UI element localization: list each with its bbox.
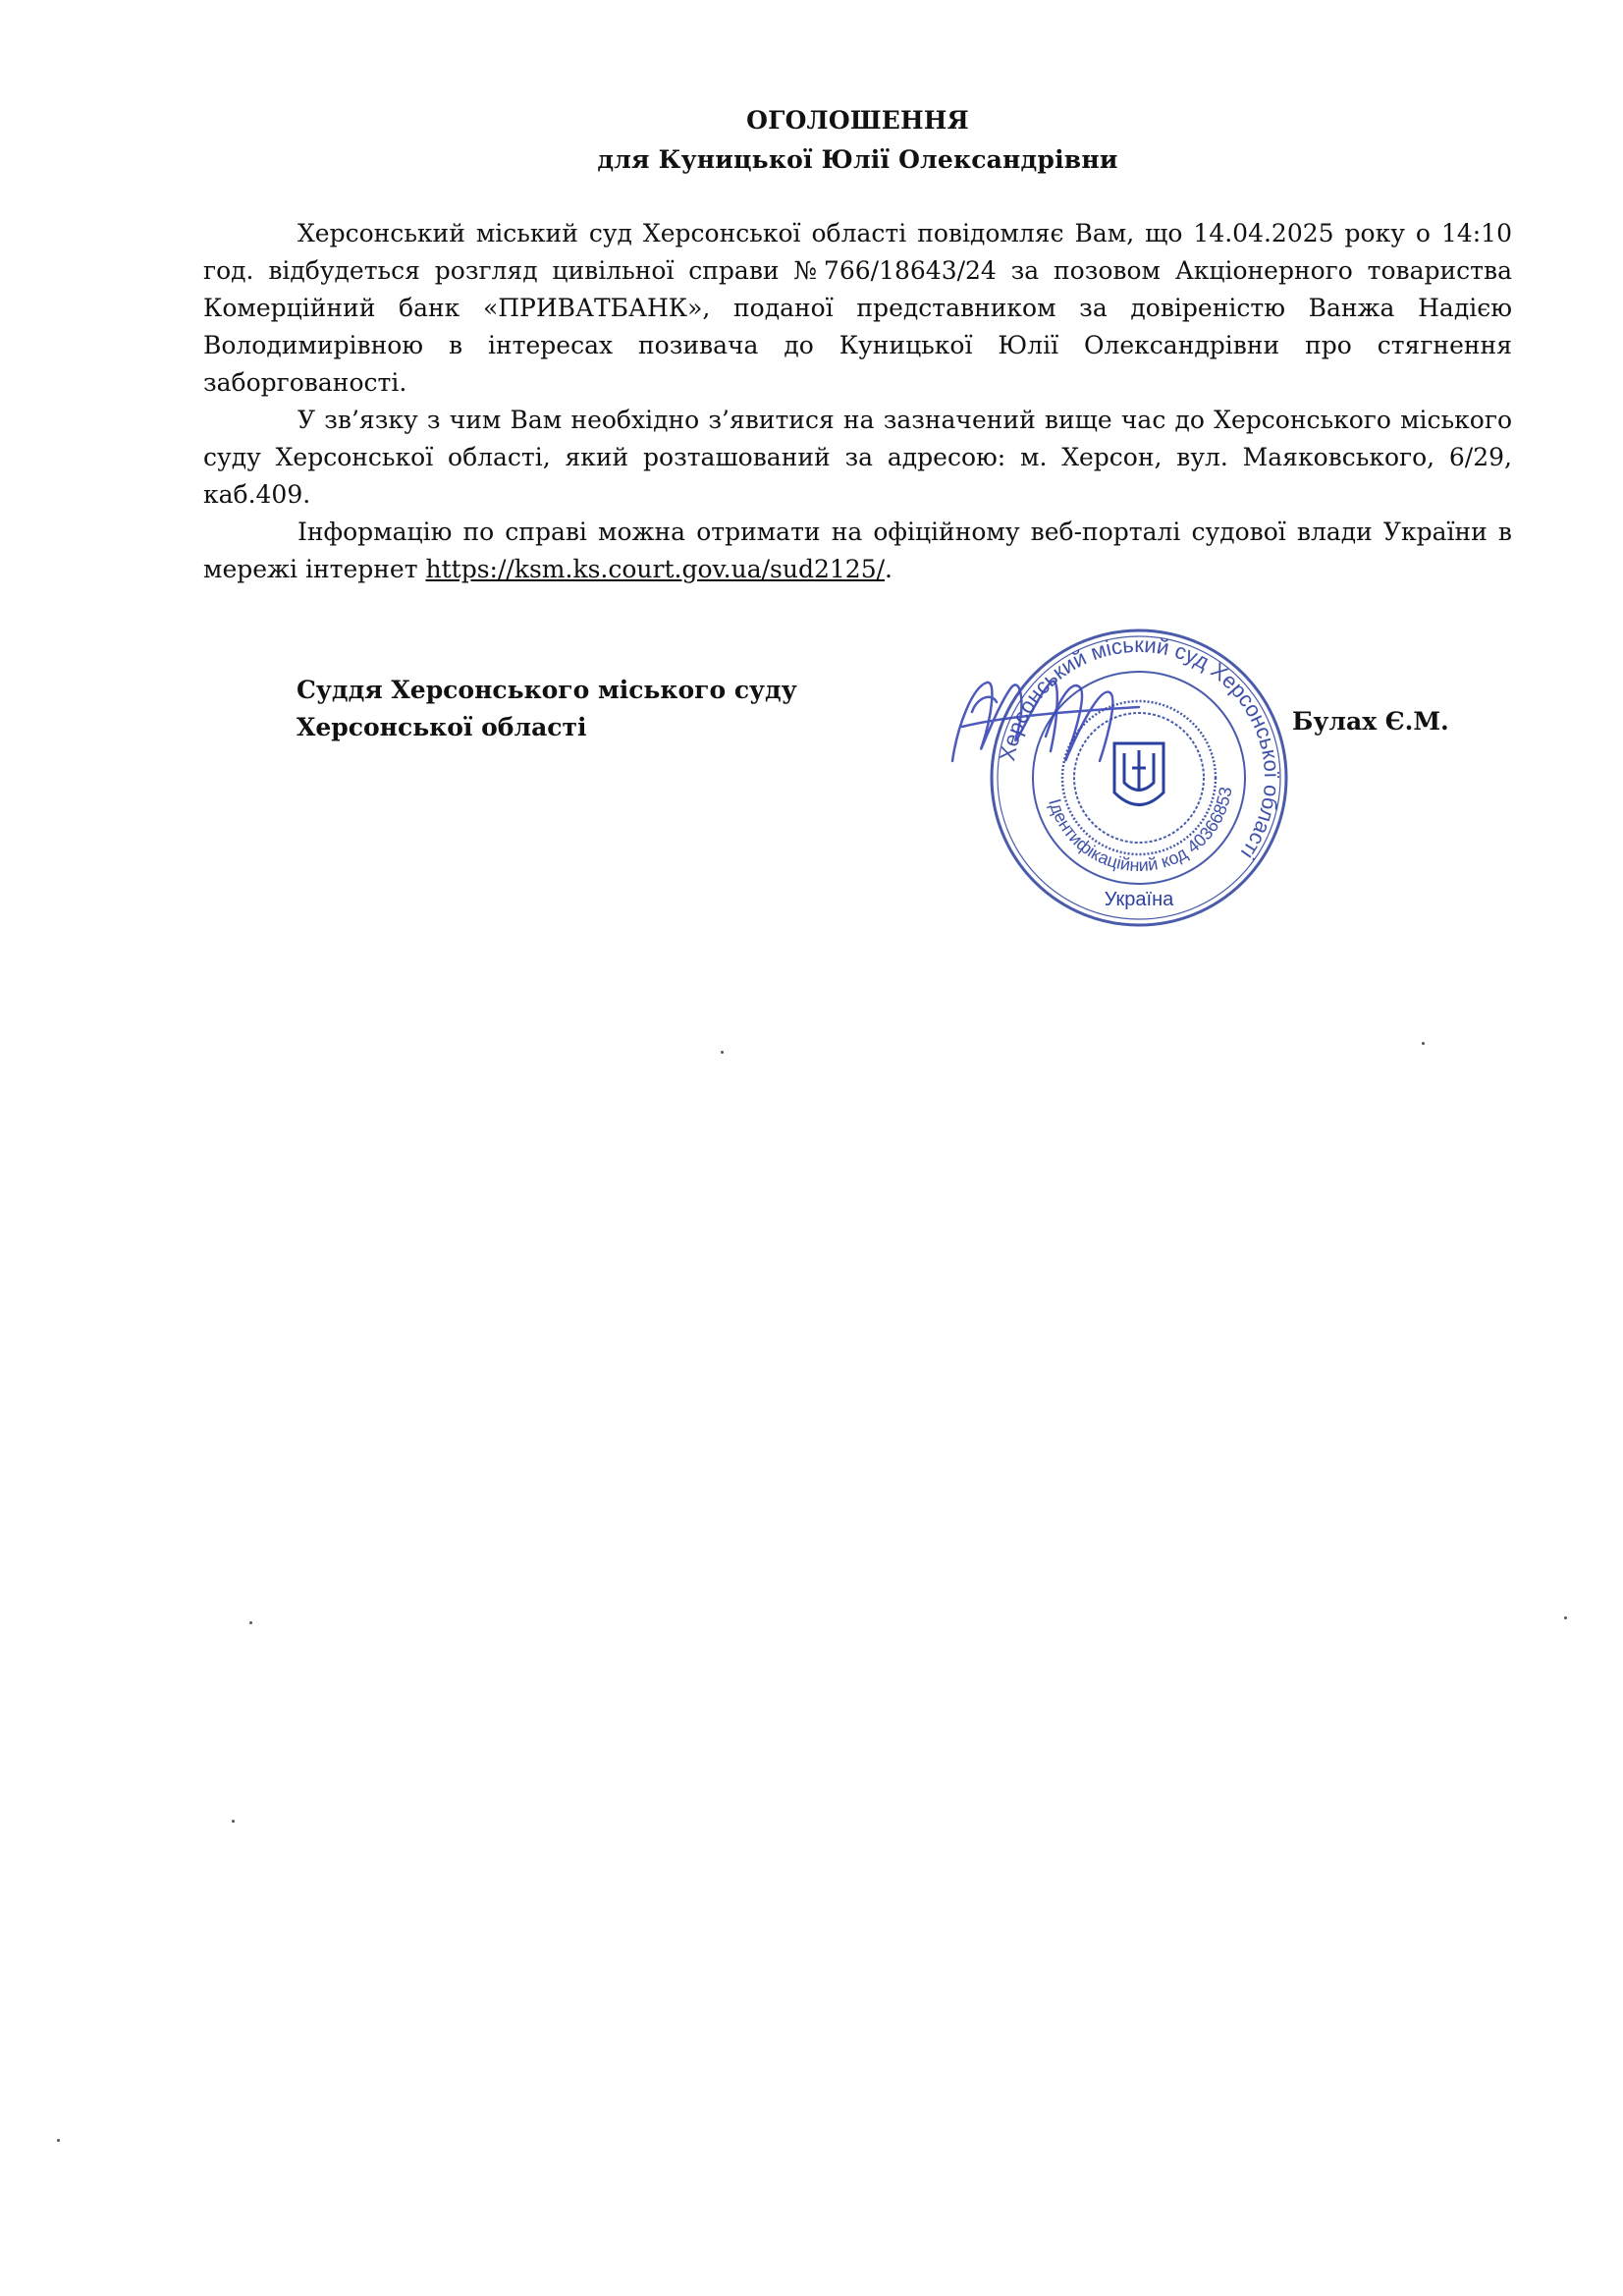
handwritten-signature xyxy=(943,668,1159,786)
stamp-outer-text: Херсонський міський суд Херсонської області xyxy=(995,631,1285,864)
scan-speck xyxy=(57,2139,60,2142)
document-subtitle: для Куницької Юлії Олександрівни xyxy=(597,145,1118,174)
document-body xyxy=(203,215,1512,588)
stamp-inner-text: Ідентифікаційний код 40366853 xyxy=(1045,785,1236,876)
signatory-position xyxy=(297,672,797,746)
scan-speck xyxy=(1564,1616,1567,1619)
signatory-position-line1: Суддя Херсонського міського суду xyxy=(297,676,797,704)
stamp-country-text: Україна xyxy=(1104,889,1174,910)
court-portal-link[interactable]: https://ksm.ks.court.gov.ua/sud2125/ xyxy=(425,555,886,583)
paragraph-info-portal xyxy=(203,514,1512,588)
scan-speck xyxy=(249,1621,252,1624)
signatory-position-line2: Херсонської області xyxy=(297,713,587,741)
paragraph-info-end: . xyxy=(885,555,893,583)
document-title: ОГОЛОШЕННЯ xyxy=(746,106,969,135)
paragraph-hearing-notice: Херсонський міський суд Херсонської області повідомляє Вам, що 14.04.2025 року о 14:10 год. відбудеться розгляд цивільної справи №766/18643/24 за позовом Акціонерного товариства Комерційний банк «ПРИВАТБАНК», поданої представником за довіреністю Ванжа Надією Володимирівною в інтересах позивача до Куницької Юлії Олександрівни про стягнення заборгованості. xyxy=(203,219,1512,397)
scan-speck xyxy=(1422,1042,1425,1045)
signatory-name: Булах Є.М. xyxy=(1292,707,1449,736)
scan-speck xyxy=(232,1820,235,1823)
paragraph-appearance-instructions: У зв’язку з чим Вам необхідно з’явитися на зазначений вище час до Херсонського міського суду Херсонської області, який розташований за адресою: м. Херсон, вул. Маяковського, 6/29, каб.409. xyxy=(203,406,1512,509)
paragraph-info-text: Інформацію по справі можна отримати на офіційному веб-порталі судової влади України в мережі інтернет xyxy=(203,518,1512,583)
scan-speck xyxy=(721,1051,724,1054)
